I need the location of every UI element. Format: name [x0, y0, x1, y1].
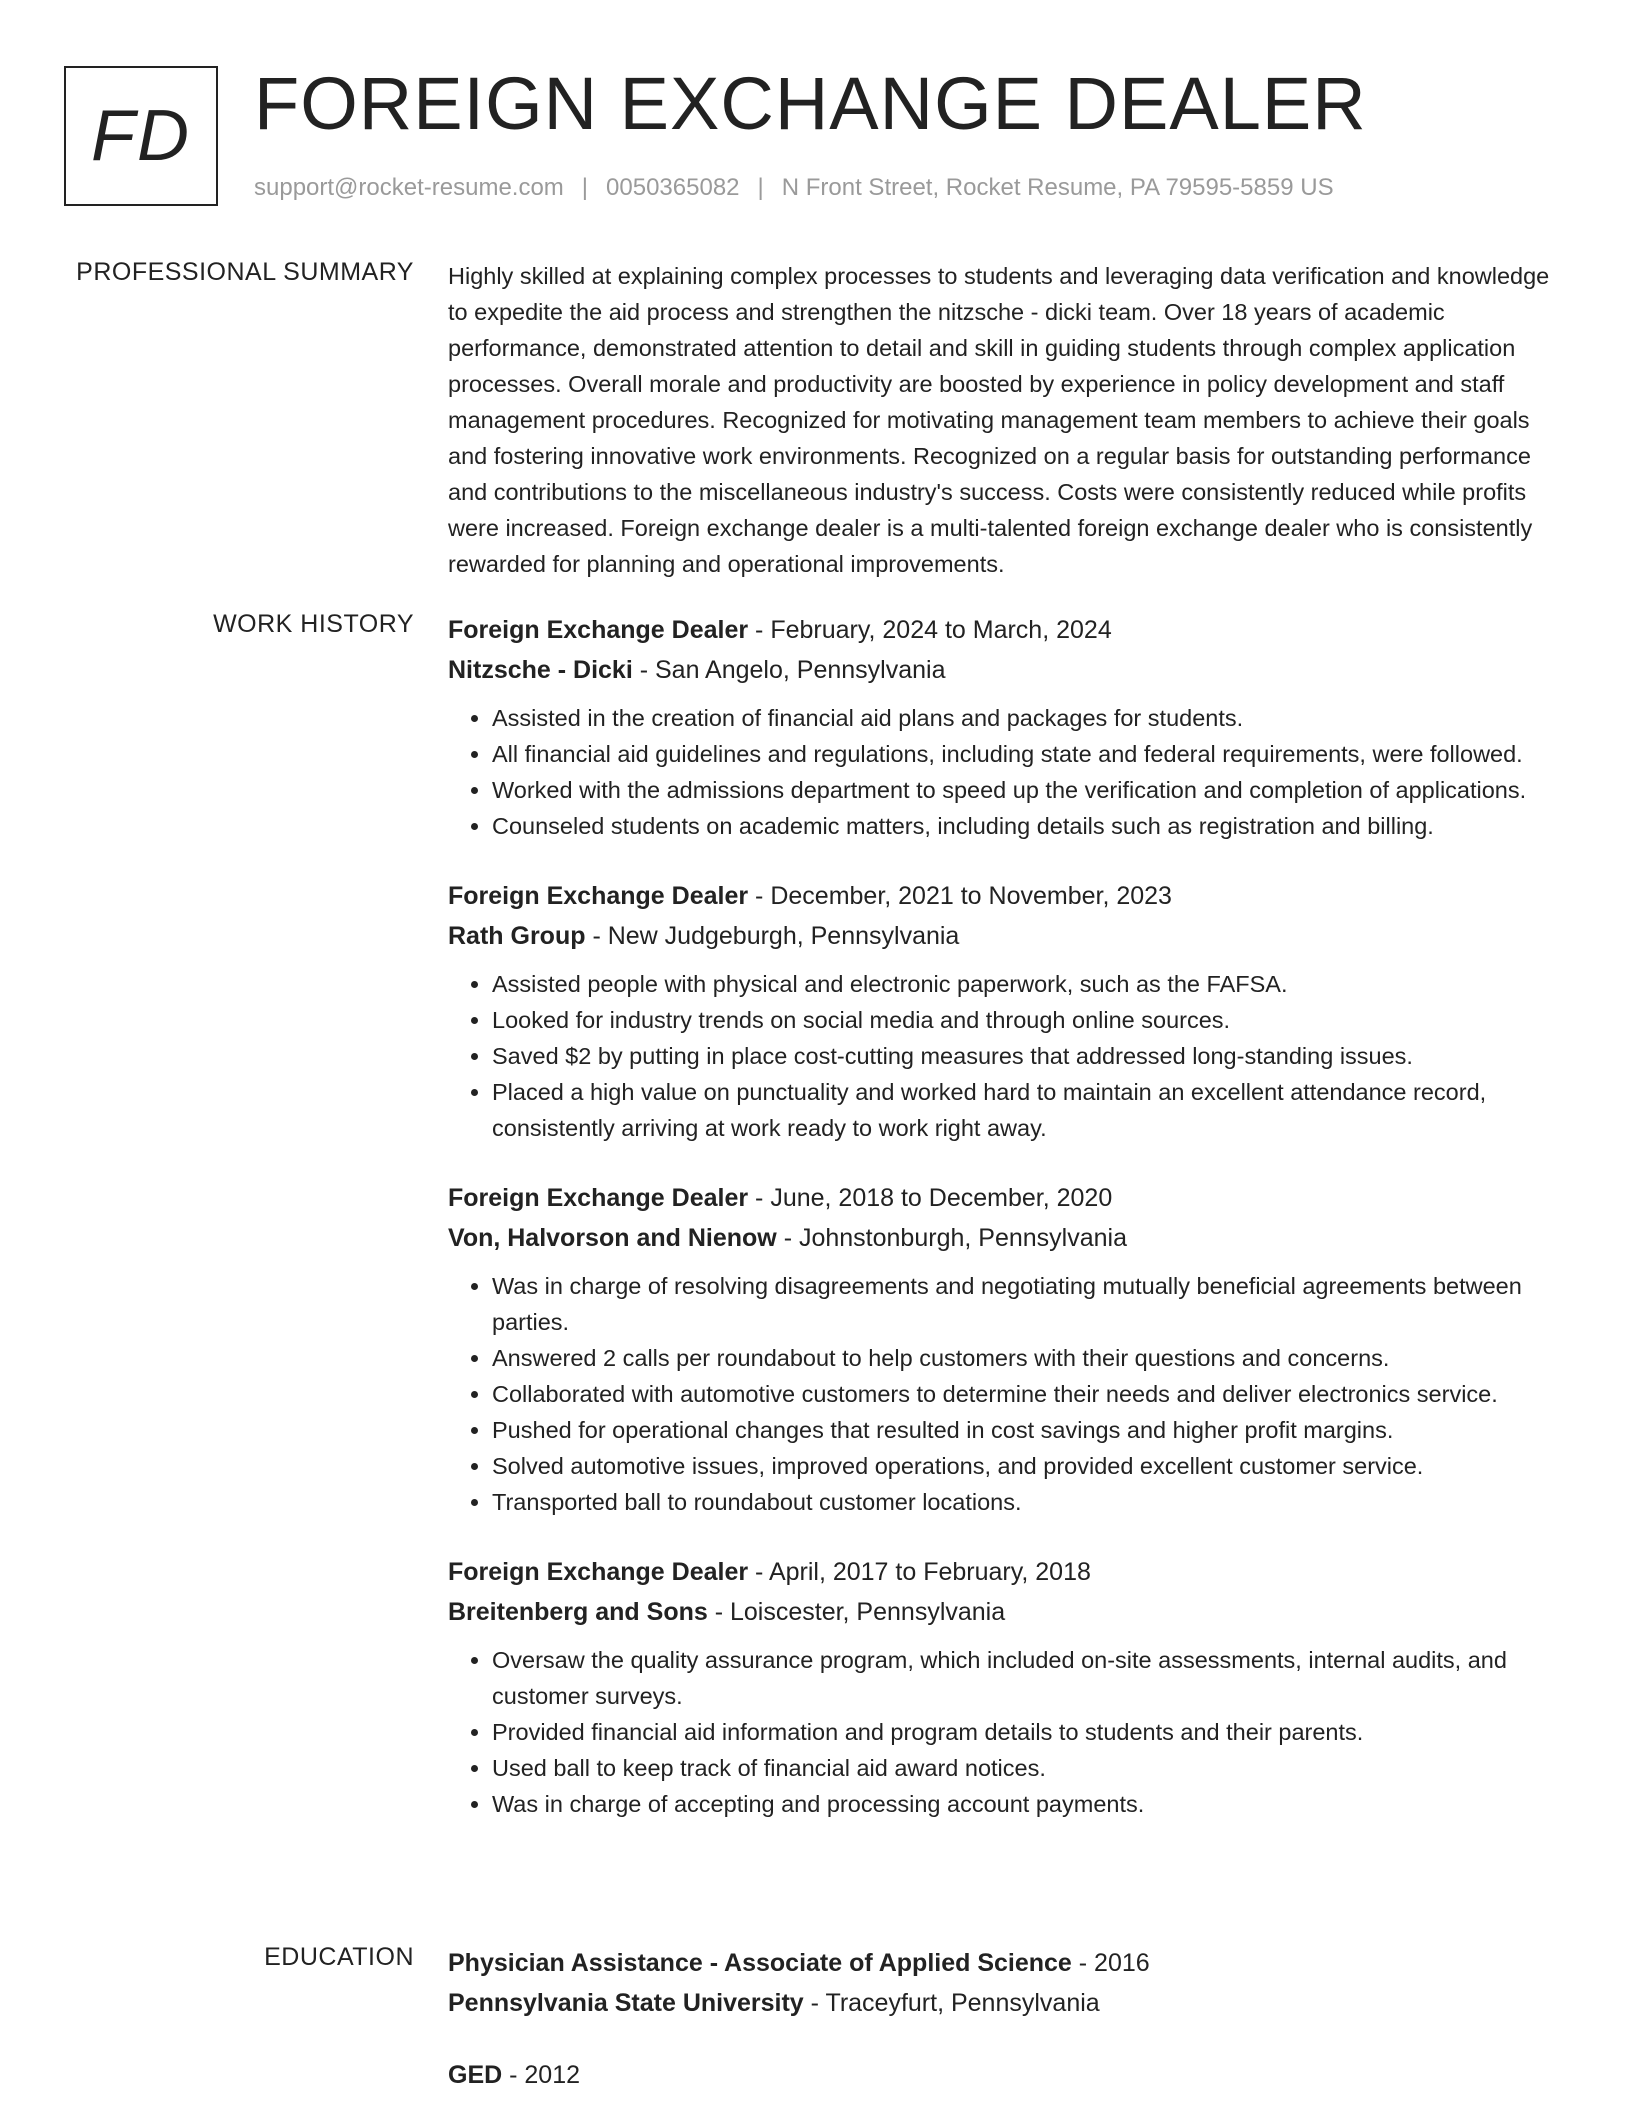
education-entry [448, 1943, 1566, 2023]
summary-body [448, 258, 1566, 582]
contact-email[interactable]: support@rocket-resume.com [254, 174, 564, 201]
education-year: - 2016 [1071, 1949, 1150, 1977]
list-item: • Pushed for operational changes that resulted in cost savings and higher profit margins. [492, 1412, 1566, 1448]
monogram-badge: FD [64, 66, 218, 206]
education-location: - Traceyfurt, Pennsylvania [803, 1989, 1100, 2017]
list-item: • Answered 2 calls per roundabout to help customers with their questions and concerns. [492, 1340, 1566, 1376]
list-item: • Placed a high value on punctuality and worked hard to maintain an excellent attendance record, consistently arriving at work ready to work right away. [492, 1074, 1566, 1146]
summary-paragraph: Highly skilled at explaining complex processes to students and leveraging data verification and knowledge to expedite the aid process and strengthen the nitzsche - dicki team. Over 18 years of academic performance, demonstrated attention to detail and skill in guiding students through complex application processes. Overall morale and productivity are boosted by experience in policy development and staff management procedures. Recognized for motivating management team members to achieve their goals and fostering innovative work environments. Recognized on a regular basis for outstanding performance and contributions to the miscellaneous industry's success. Costs were consistently reduced while profits were increased. Foreign exchange dealer is a multi-talented foreign exchange dealer who is consistently rewarded for planning and operational improvements. [448, 263, 1550, 577]
education-degree: GED [448, 2061, 503, 2089]
job-company: Breitenberg and Sons [448, 1598, 708, 1626]
list-item: • Transported ball to roundabout customer locations. [492, 1484, 1566, 1520]
list-item: • Was in charge of accepting and processing account payments. [492, 1786, 1566, 1822]
work-entry [448, 610, 1566, 844]
education-school-line [448, 1983, 1566, 2023]
work-entry [448, 876, 1566, 1146]
job-location: - Loiscester, Pennsylvania [707, 1598, 1006, 1626]
education-entry [448, 2055, 1566, 2095]
section-heading-work-history: WORK HISTORY [213, 610, 414, 638]
job-company-line [448, 1592, 1566, 1632]
contact-phone[interactable]: 0050365082 [606, 174, 740, 201]
list-item: • Saved $2 by putting in place cost-cutting measures that addressed long-standing issues. [492, 1038, 1566, 1074]
job-dates: - December, 2021 to November, 2023 [748, 882, 1172, 910]
job-dates: - June, 2018 to December, 2020 [748, 1184, 1113, 1212]
list-item: • Provided financial aid information and program details to students and their parents. [492, 1714, 1566, 1750]
job-location: - San Angelo, Pennsylvania [632, 656, 946, 684]
job-dates: - April, 2017 to February, 2018 [748, 1558, 1091, 1586]
contact-line [254, 174, 1334, 202]
job-dates: - February, 2024 to March, 2024 [748, 616, 1112, 644]
job-company: Von, Halvorson and Nienow [448, 1224, 777, 1252]
contact-address: N Front Street, Rocket Resume, PA 79595-5859 US [781, 174, 1334, 201]
list-item: • Oversaw the quality assurance program, which included on-site assessments, internal audits, and customer surveys. [492, 1642, 1566, 1714]
job-location: - New Judgeburgh, Pennsylvania [585, 922, 960, 950]
resume-header [64, 62, 1572, 226]
job-company: Rath Group [448, 922, 586, 950]
job-company-line [448, 650, 1566, 690]
education-degree-line [448, 1943, 1566, 1983]
job-location: - Johnstonburgh, Pennsylvania [776, 1224, 1127, 1252]
list-item: • Looked for industry trends on social media and through online sources. [492, 1002, 1566, 1038]
job-company-line [448, 916, 1566, 956]
list-item: • Solved automotive issues, improved operations, and provided excellent customer service. [492, 1448, 1566, 1484]
list-item: • Assisted in the creation of financial aid plans and packages for students. [492, 700, 1566, 736]
job-title: Foreign Exchange Dealer [448, 616, 749, 644]
job-title: Foreign Exchange Dealer [448, 882, 749, 910]
job-company-line [448, 1218, 1566, 1258]
job-title: Foreign Exchange Dealer [448, 1184, 749, 1212]
job-title: Foreign Exchange Dealer [448, 1558, 749, 1586]
work-entry [448, 1552, 1566, 1822]
contact-separator: | [757, 174, 764, 201]
list-item: • Worked with the admissions department to speed up the verification and completion of applications. [492, 772, 1566, 808]
job-bullet-list [448, 1268, 1566, 1520]
contact-separator: | [581, 174, 589, 201]
job-title-line [448, 1178, 1566, 1218]
job-title-line [448, 876, 1566, 916]
section-heading-summary: PROFESSIONAL SUMMARY [76, 258, 414, 286]
job-title-line [448, 610, 1566, 650]
education-degree-line [448, 2055, 1566, 2095]
job-bullet-list [448, 966, 1566, 1146]
page-title: FOREIGN EXCHANGE DEALER [254, 62, 1367, 145]
job-bullet-list [448, 700, 1566, 844]
list-item: • Assisted people with physical and electronic paperwork, such as the FAFSA. [492, 966, 1566, 1002]
list-item: • All financial aid guidelines and regulations, including state and federal requirements, were followed. [492, 736, 1566, 772]
list-item: • Counseled students on academic matters, including details such as registration and billing. [492, 808, 1566, 844]
education-degree: Physician Assistance - Associate of Applied Science [448, 1949, 1072, 1977]
education-year: - 2012 [502, 2061, 581, 2089]
list-item: • Used ball to keep track of financial aid award notices. [492, 1750, 1566, 1786]
work-history-body [448, 610, 1566, 1854]
job-bullet-list [448, 1642, 1566, 1822]
education-body [448, 1943, 1566, 2127]
list-item: • Was in charge of resolving disagreements and negotiating mutually beneficial agreements between parties. [492, 1268, 1566, 1340]
section-heading-education: EDUCATION [264, 1943, 414, 1971]
list-item: • Collaborated with automotive customers to determine their needs and deliver electronics service. [492, 1376, 1566, 1412]
work-entry [448, 1178, 1566, 1520]
job-title-line [448, 1552, 1566, 1592]
job-company: Nitzsche - Dicki [448, 656, 633, 684]
education-school: Pennsylvania State University [448, 1989, 804, 2017]
